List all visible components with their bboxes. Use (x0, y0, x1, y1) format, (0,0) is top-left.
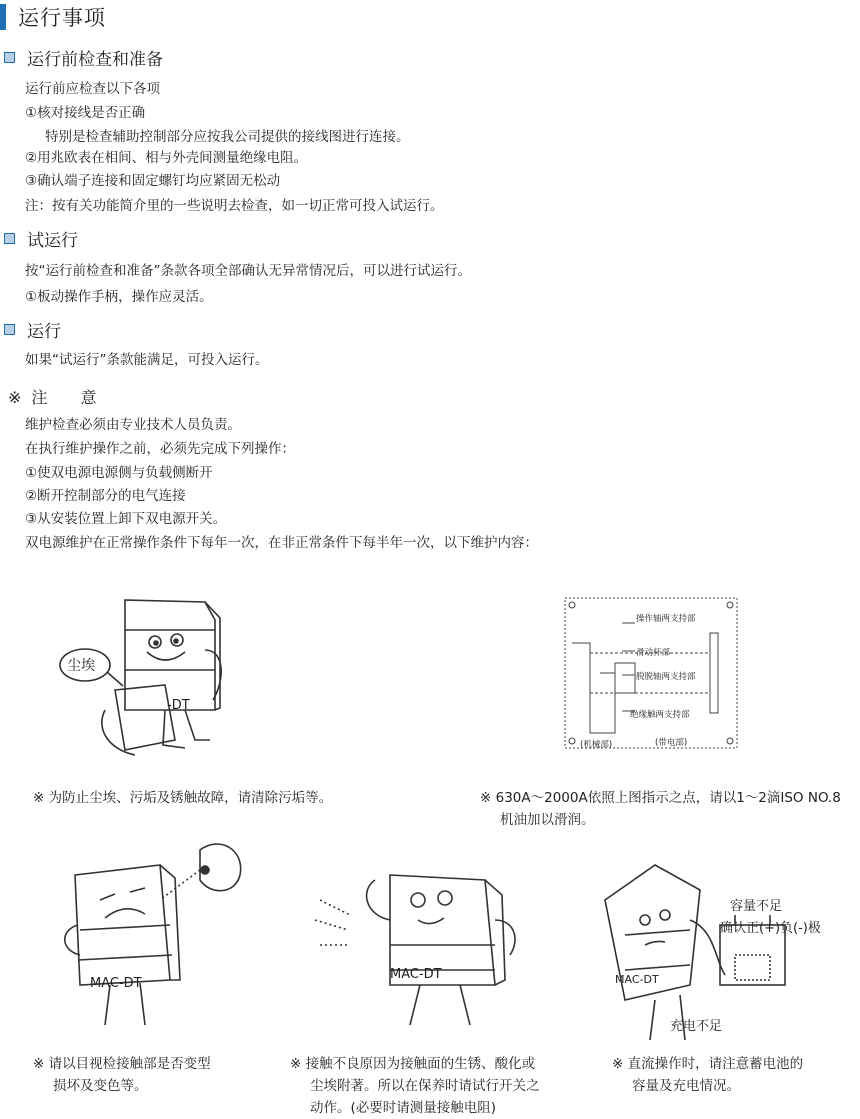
model-label: -DT (167, 698, 190, 713)
attention-line-2: 在执行维护操作之前，必须先完成下列操作： (25, 441, 295, 457)
visual-inspection-illustration (50, 830, 250, 1035)
lubrication-caption (480, 787, 841, 831)
attention-line-5: ③从安装位置上卸下双电源开关。 (25, 511, 227, 527)
diagram-label-4: 绝缘触两支持部 (630, 710, 690, 720)
section-heading-run (4, 317, 61, 342)
section-title: 运行前检查和准备 (27, 50, 163, 70)
diagram-label-live: (带电部) (655, 738, 688, 748)
capacity-label: 容量不足 (730, 899, 783, 914)
prep-item-1-detail: 特别是检查辅助控制部分应按我公司提供的接线图进行连接。 (45, 129, 410, 145)
attention-line-3: ①使双电源电源侧与负载侧断开 (25, 465, 213, 481)
dust-cleaning-illustration (55, 590, 255, 760)
charge-label: 充电不足 (670, 1019, 723, 1034)
prep-item-3: ③确认端子连接和固定螺钉均应紧固无松动 (25, 173, 281, 189)
polarity-label: 确认正(+)负(-)极 (720, 921, 821, 936)
caption-line: ※ 请以目视检接触部是否变型 (33, 1056, 211, 1072)
caption-line: 容量及充电情况。 (632, 1078, 740, 1094)
caption-line: ※ 为防止尘埃、污垢及锈触故障，请清除污垢等。 (33, 790, 333, 806)
bullet-square-icon (4, 52, 15, 63)
battery-caption (612, 1053, 803, 1097)
prep-intro: 运行前应检查以下各项 (25, 81, 160, 97)
run-line-1: 如果“试运行”条款能满足，可投入运行。 (25, 352, 269, 368)
prep-note: 注：按有关功能简介里的一些说明去检查，如一切正常可投入试运行。 (25, 198, 444, 214)
caption-line: ※ 直流操作时，请注意蓄电池的 (612, 1056, 804, 1072)
title-accent-bar (0, 4, 6, 30)
caption-line: ※ 630A～2000A依照上图指示之点，请以1～2滴ISO NO.8 (480, 790, 841, 806)
attention-title: 注 意 (31, 388, 111, 407)
battery-check-illustration (595, 860, 860, 1045)
device-body (125, 600, 215, 710)
section-title: 试运行 (27, 231, 78, 251)
section-title: 运行 (27, 322, 61, 342)
section-heading-trial (4, 226, 78, 251)
attention-line-4: ②断开控制部分的电气连接 (25, 488, 186, 504)
section-heading-prep (4, 45, 163, 70)
diagram-label-3: 脱脱轴两支持部 (636, 672, 696, 682)
page-title: 运行事项 (18, 6, 106, 30)
reference-mark-icon: ※ (8, 388, 22, 407)
dust-label: 尘埃 (67, 658, 95, 674)
caption-line: 尘埃附著。所以在保养时请试行开关之 (310, 1078, 540, 1094)
inspect-caption (33, 1053, 211, 1097)
diagram-label-mechanical: (机械部) (580, 740, 613, 750)
attention-heading (8, 385, 111, 408)
attention-line-6: 双电源维护在正常操作条件下每年一次，在非正常条件下每半年一次，以下维护内容： (25, 535, 538, 551)
contact-caption (290, 1053, 540, 1119)
prep-item-1: ①核对接线是否正确 (25, 105, 146, 121)
page-title-bar (0, 4, 106, 30)
bullet-square-icon (4, 324, 15, 335)
attention-line-1: 维护检查必须由专业技术人员负责。 (25, 417, 241, 433)
caption-line: 损坏及变色等。 (53, 1078, 148, 1094)
prep-item-2: ②用兆欧表在相间、相与外壳间测量绝缘电阻。 (25, 150, 308, 166)
trial-line-2: ①板动操作手柄，操作应灵活。 (25, 289, 213, 305)
diagram-label-2: 滑动杆部 (636, 648, 671, 658)
diagram-label-1: 操作轴两支持部 (636, 614, 696, 624)
caption-line: 动作。(必要时请测量接触电阻) (310, 1100, 497, 1116)
model-label: MAC-DT (390, 967, 442, 982)
bullet-square-icon (4, 233, 15, 244)
caption-line: 机油加以滑润。 (500, 812, 595, 828)
model-label: MAC-DT (615, 973, 659, 986)
contact-cleaning-illustration (310, 860, 540, 1035)
dust-caption (33, 787, 332, 809)
model-label: MAC-DT (90, 976, 142, 991)
caption-line: ※ 接触不良原因为接触面的生锈、酸化或 (290, 1056, 536, 1072)
trial-line-1: 按“运行前检查和准备”条款各项全部确认无异常情况后，可以进行试运行。 (25, 263, 471, 279)
lubrication-diagram (560, 593, 745, 758)
